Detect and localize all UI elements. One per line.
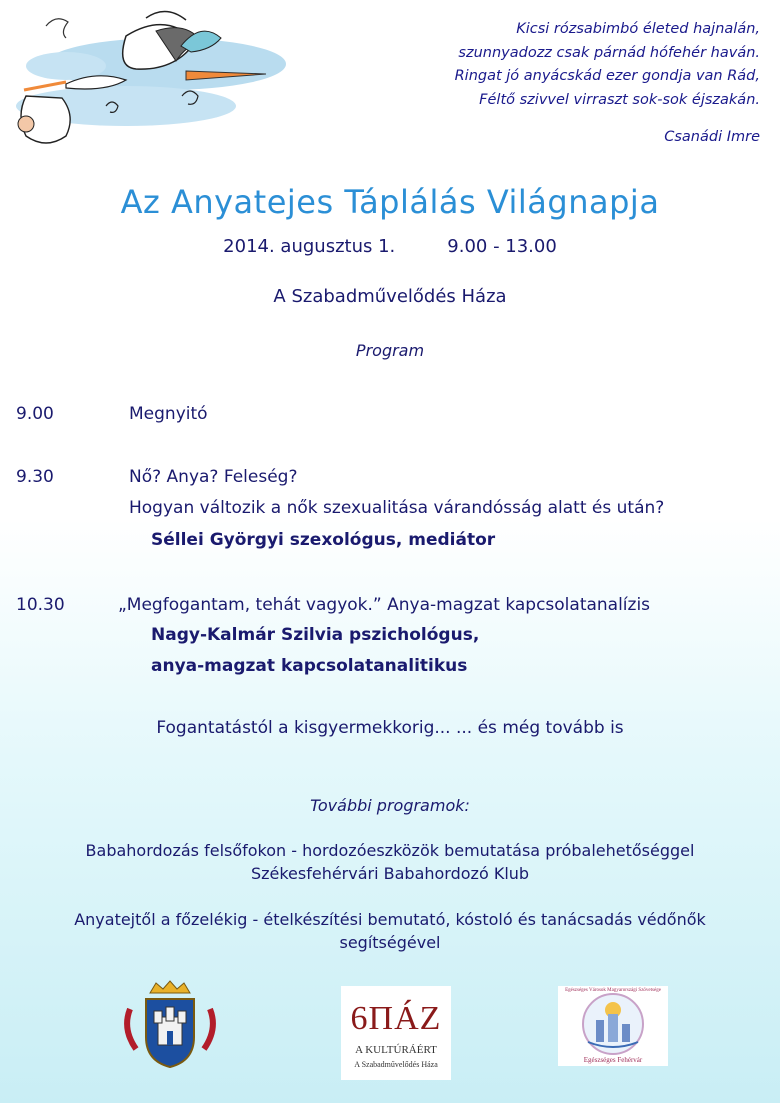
item-time: 10.30 <box>16 595 65 615</box>
date-line <box>0 236 780 257</box>
coat-of-arms-logo <box>124 979 216 1069</box>
program-label: Program <box>355 341 425 360</box>
healthy-cities-logo <box>558 986 668 1066</box>
more-program-line: Babahordozás felsőfokon - hordozóeszközök bemutatása próbalehetőséggel <box>85 841 695 860</box>
item-title: Megnyitó <box>129 404 208 424</box>
kulturaert-logo-line: A Szabadművelődés Háza <box>354 1060 438 1069</box>
item-speaker: Séllei Györgyi szexológus, mediátor <box>151 530 496 550</box>
kulturaert-logo-mark: 6ПÁZ <box>350 1000 442 1037</box>
poem-line: Ringat jó anyácskád ezer gondja van Rád, <box>454 68 760 84</box>
item-subtitle: Hogyan változik a nők szexualitása várandósság alatt és után? <box>129 498 665 518</box>
item-title: Nő? Anya? Feleség? <box>129 467 298 487</box>
more-programs-label: További programok: <box>310 796 470 815</box>
event-date: 2014. augusztus 1. <box>223 236 396 257</box>
poem-author: Csanádi Imre <box>664 129 760 145</box>
stork-illustration <box>6 6 296 156</box>
more-program-line: segítségével <box>339 933 441 952</box>
item-time: 9.00 <box>16 404 54 424</box>
poem-line: Kicsi rózsabimbó életed hajnalán, <box>516 21 760 37</box>
item-title: „Megfogantam, tehát vagyok.” Anya-magzat kapcsolatanalízis <box>118 595 651 615</box>
more-program-line: Anyatejtől a főzelékig - ételkészítési bemutató, kóstoló és tanácsadás védőnők <box>74 910 706 929</box>
healthy-cities-ring-text: Egészséges Városok Magyarországi Szövetsége <box>565 988 661 993</box>
poem-line: szunnyadozz csak párnád hófehér haván. <box>458 44 760 61</box>
kulturaert-logo-line: A KULTÚRÁÉRT <box>355 1044 437 1056</box>
more-program-line: Székesfehérvári Babahordozó Klub <box>250 864 530 883</box>
item-time: 9.30 <box>16 467 54 487</box>
item-speaker: Nagy-Kalmár Szilvia pszichológus, <box>151 625 480 645</box>
venue: A Szabadművelődés Háza <box>273 286 507 307</box>
kulturaert-logo <box>341 986 451 1080</box>
healthy-cities-bottom-text: Egészséges Fehérvár <box>583 1056 643 1064</box>
healthy-cities-emblem <box>558 986 668 1066</box>
motto: Fogantatástól a kisgyermekkorig... ... és még tovább is <box>156 718 624 738</box>
page-title: Az Anyatejes Táplálás Világnapja <box>120 183 660 221</box>
item-speaker: anya-magzat kapcsolatanalitikus <box>151 656 468 676</box>
event-time-range: 9.00 - 13.00 <box>447 236 557 257</box>
poem-line: Féltő szivvel virraszt sok-sok éjszakán. <box>479 91 760 108</box>
poem <box>455 18 760 150</box>
